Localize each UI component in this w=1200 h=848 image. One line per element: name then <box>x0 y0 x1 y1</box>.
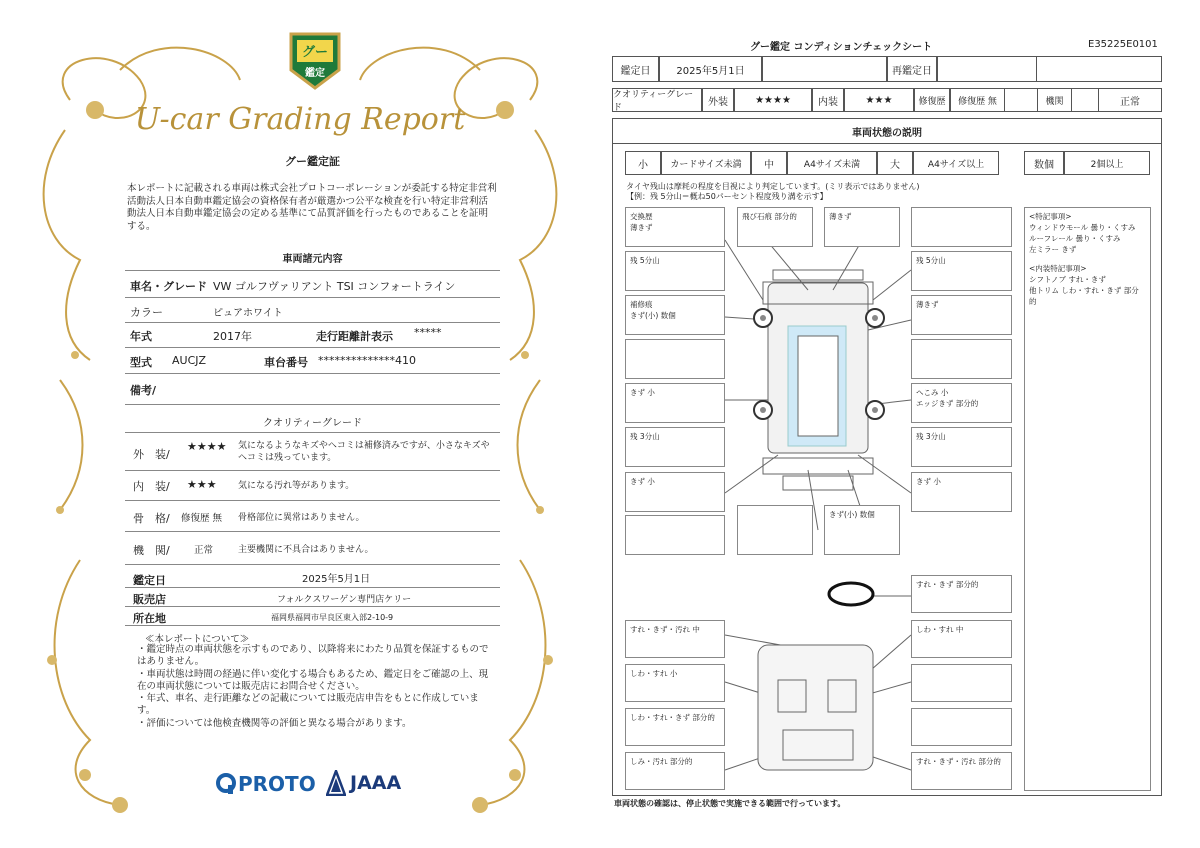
grading-report: グー 鑑定 U-car Grading Report グー鑑定証 本レポートに記載される車両は株式会社プロトコーポレーションが委託する特定非営利活動法人日本自動車鑑定協会の資格保有者が厳選かつ公平な検査を行い特定非営利活動法人日本自動車鑑定協会の定める基準にて品質評価を行ったものであることを証明する。 車両諸元内容 車名・グレード VW ゴルフヴァリアント TSI コンフォートライン カラー ピュアホワイト 年式 2017年 走行距離計表示 ***** 型式 AUCJZ 車台番号 **************410 備考/ クオリティーグレード 外 装/ ★★★★ 気になるようなキズやヘコミは補修済みですが、小さなキズやヘコミは残っています。 内 装/ ★★★ 気になる汚れ等があります。 骨 格/ 修復歴 無 骨格部位に異常はありません。 機 関/ 正常 主要機関に不具合はありません。 鑑定日 2025年5月1日 販売店 フォルクスワーゲン専門店ケリー 所在地 福岡県福岡市早良区東入部2-10-9 ≪本レポートについて≫ ・鑑定時点の車両状態を示すものであり、以降将来にわたり品質を保証するものではありません。 ・車両状態は時間の経過に伴い変化する場合もあるため、鑑定日をご確認の上、現在の車両状態については販売店にお問合せください。 ・年式、車名、走行距離などの記載については販売店申告をもとに作成しています。 ・評価については他検査機関等の評価と異なる場合があります。 PROTO JAAA <box>0 0 600 848</box>
int-box <box>911 664 1012 702</box>
ext-box: 残 3分山 <box>911 427 1012 467</box>
note-item: ・評価については他検査機関等の評価と異なる場合があります。 <box>137 717 412 729</box>
sheet-title: グー鑑定 コンディションチェックシート <box>750 42 933 53</box>
size-large: 大 <box>877 151 913 175</box>
repair-label: 修復歴 <box>914 88 950 112</box>
qg-label: クオリティーグレード <box>612 88 702 112</box>
steering-wheel-icon <box>829 583 873 605</box>
ext-box: きず 小 <box>625 383 725 423</box>
special-item: ルーフレール 曇り・くすみ <box>1029 234 1121 243</box>
address-value: 福岡県福岡市早良区東入部2-10-9 <box>271 613 394 622</box>
count-label: 数個 <box>1024 151 1064 175</box>
divider <box>125 347 500 348</box>
note-item: ・年式、車名、走行距離などの記載については販売店申告をもとに作成しています。 <box>137 693 479 717</box>
divider <box>125 470 500 471</box>
ext-box: きず 小 <box>625 472 725 512</box>
int-box: すれ・きず・汚れ 部分的 <box>911 752 1012 790</box>
interior-special-item: 他トリム しわ・すれ・きず 部分的 <box>1029 286 1139 306</box>
tire-note-2: 【例：残 5分山＝概ね50パーセント程度残り溝を示す】 <box>626 192 828 201</box>
chassis-label: 車台番号 <box>264 356 308 369</box>
int-box: しわ・すれ 中 <box>911 620 1012 658</box>
repair-value: 修復歴 無 <box>950 88 1005 112</box>
ext-box: 薄きず <box>911 295 1012 335</box>
shop-label: 販売店 <box>133 593 166 606</box>
interior-special-item: シフトノブ すれ・きず <box>1029 275 1106 284</box>
divider <box>125 322 500 323</box>
certificate-title: グー鑑定証 <box>285 155 340 168</box>
model-label: 型式 <box>130 356 152 369</box>
engine-value: 正常 <box>1098 88 1162 112</box>
name-label: 車名・グレード <box>130 280 207 293</box>
name-value: VW ゴルフヴァリアント TSI コンフォートライン <box>213 280 456 293</box>
divider <box>125 564 500 565</box>
ext-box <box>911 207 1012 247</box>
special-notes: <特記事項> ウィンドウモール 曇り・くすみ ルーフレール 曇り・くすみ 左ミラー きず <内装特記事項> シフトノブ すれ・きず 他トリム しわ・すれ・きず 部分的 <box>1024 207 1151 791</box>
divider <box>125 531 500 532</box>
divider <box>125 587 500 588</box>
divider <box>125 432 500 433</box>
sheet-footer: 車両状態の確認は、停止状態で実施できる範囲で行っています。 <box>614 799 846 808</box>
jaaa-logo: JAAA <box>326 770 401 796</box>
date-value: 2025年5月1日 <box>659 56 762 82</box>
note-item: ・車両状態は時間の経過に伴い変化する場合もあるため、鑑定日をご確認の上、現在の車両状態については販売店にお問合せください。 <box>137 668 489 692</box>
int-box: しわ・すれ 小 <box>625 664 725 702</box>
int-box: すれ・きず・汚れ 中 <box>625 620 725 658</box>
ext-box <box>625 339 725 379</box>
condition-check-sheet <box>608 0 1200 848</box>
int-box: しわ・すれ・きず 部分的 <box>625 708 725 746</box>
mileage-label: 走行距離計表示 <box>316 330 393 343</box>
engine-label: 機関 <box>1037 88 1072 112</box>
remarks-label: 備考/ <box>130 384 157 397</box>
divider <box>125 270 500 271</box>
appraisal-date-value: 2025年5月1日 <box>302 574 371 585</box>
quality-header: クオリティーグレード <box>263 418 362 429</box>
size-mid-desc: A4サイズ未満 <box>787 151 877 175</box>
jaaa-mark-icon <box>326 770 346 796</box>
int-box: しみ・汚れ 部分的 <box>625 752 725 790</box>
ext-box: 交換歴 薄きず <box>625 207 725 247</box>
divider <box>125 500 500 501</box>
proto-mark-icon <box>216 773 236 795</box>
size-small: 小 <box>625 151 661 175</box>
intro-text: 本レポートに記載される車両は株式会社プロトコーポレーションが委託する特定非営利活動法人日本自動車鑑定協会の資格保有者が厳選かつ公平な検査を行い特定非営利活動法人日本自動車鑑定協会の定める基準にて品質評価を行ったものであることを証明する。 <box>127 183 497 232</box>
count-desc: 2個以上 <box>1064 151 1150 175</box>
ext-box: 残 5分山 <box>911 251 1012 291</box>
ext-value: ★★★★ <box>734 88 812 112</box>
ext-box: きず 小 <box>911 472 1012 512</box>
divider <box>125 373 500 374</box>
ext-box: 残 3分山 <box>625 427 725 467</box>
goo-badge: グー 鑑定 <box>287 30 343 90</box>
size-small-desc: カードサイズ未満 <box>661 151 751 175</box>
tire-note-1: タイヤ残山は摩耗の程度を目視により判定しています。(ミリ表示ではありません) <box>626 182 920 191</box>
color-value: ピュアホワイト <box>213 308 283 319</box>
proto-logo: PROTO <box>216 772 316 796</box>
spec-header: 車両諸元内容 <box>282 254 343 265</box>
ext-box: きず(小) 数個 <box>824 505 900 555</box>
ext-box <box>737 505 813 555</box>
date-label: 鑑定日 <box>612 56 659 82</box>
int-label: 内装 <box>812 88 844 112</box>
color-label: カラー <box>130 306 163 319</box>
int-value: ★★★ <box>844 88 914 112</box>
ext-label: 外装 <box>702 88 734 112</box>
special-item: ウィンドウモール 曇り・くすみ <box>1029 223 1136 232</box>
notes-title: ≪本レポートについて≫ <box>145 634 250 645</box>
year-label: 年式 <box>130 330 152 343</box>
shop-value: フォルクスワーゲン専門店ケリー <box>277 595 412 605</box>
int-box <box>911 708 1012 746</box>
ext-box <box>911 339 1012 379</box>
doc-id: E35225E0101 <box>1088 39 1158 50</box>
divider <box>125 404 500 405</box>
explain-header: 車両状態の説明 <box>612 118 1162 144</box>
ext-box <box>625 515 725 555</box>
ext-box: 補修痕 きず(小) 数個 <box>625 295 725 335</box>
model-value: AUCJZ <box>172 354 207 367</box>
int-box: すれ・きず 部分的 <box>911 575 1012 613</box>
size-large-desc: A4サイズ以上 <box>913 151 999 175</box>
ext-box: へこみ 小 エッジきず 部分的 <box>911 383 1012 423</box>
script-title: U-car Grading Report <box>134 102 466 137</box>
ext-box: 飛び石痕 部分的 <box>737 207 813 247</box>
note-item: ・鑑定時点の車両状態を示すものであり、以降将来にわたり品質を保証するものではありません。 <box>137 644 489 668</box>
notes-list <box>137 644 492 730</box>
special-item: 左ミラー きず <box>1029 245 1077 254</box>
chassis-value: **************410 <box>318 354 416 367</box>
mileage-value: ***** <box>414 326 442 339</box>
appraisal-date-label: 鑑定日 <box>133 574 166 587</box>
size-mid: 中 <box>751 151 787 175</box>
address-label: 所在地 <box>133 612 166 625</box>
year-value: 2017年 <box>213 330 252 343</box>
divider <box>125 606 500 607</box>
divider <box>125 625 500 626</box>
divider <box>125 297 500 298</box>
redate-label: 再鑑定日 <box>887 56 937 82</box>
ext-box: 薄きず <box>824 207 900 247</box>
ext-box: 残 5分山 <box>625 251 725 291</box>
